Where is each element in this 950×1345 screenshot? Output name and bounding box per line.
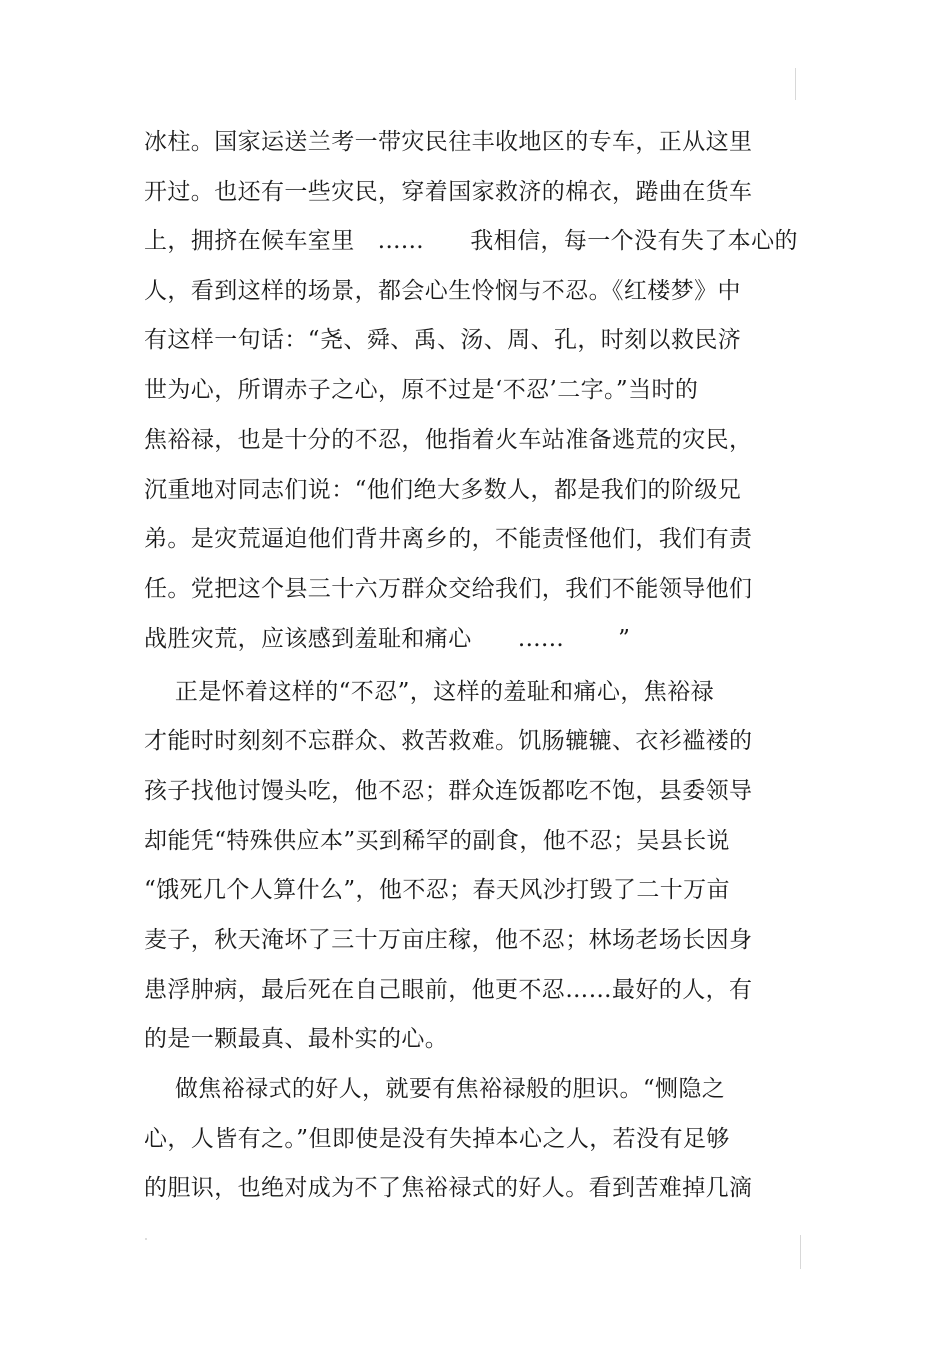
text-line: 战胜灾荒，应该感到羞耻和痛心 ...... ” (144, 626, 631, 652)
text-line: 人，看到这样的场景，都会心生怜悯与不忍。《红楼梦》中 (144, 278, 741, 304)
text-line: 有这样一句话：“尧、舜、禹、汤、周、孔，时刻以救民济 (144, 327, 742, 353)
text-line: 任。党把这个县三十六万群众交给我们，我们不能领导他们 (144, 576, 753, 602)
paragraph-first-line: 正是怀着这样的“不忍”，这样的羞耻和痛心，焦裕禄 (144, 679, 714, 705)
text-line: 的胆识，也绝对成为不了焦裕禄式的好人。看到苦难掉几滴 (144, 1175, 753, 1201)
text-line: 沉重地对同志们说：“他们绝大多数人，都是我们的阶级兄 (144, 477, 742, 503)
text-line: 焦裕禄，也是十分的不忍，他指着火车站准备逃荒的灾民， (144, 427, 753, 453)
text-line: 却能凭“特殊供应本”买到稀罕的副食，他不忍；吴县长说 (144, 828, 730, 854)
text-line: 患浮肿病，最后死在自己眼前，他更不忍……最好的人，有 (144, 977, 753, 1003)
text-line: 麦子，秋天淹坏了三十万亩庄稼，他不忍；林场老场长因身 (144, 927, 753, 953)
text-line: 世为心，所谓赤子之心，原不过是‘不忍’二字。”当时的 (144, 377, 699, 403)
text-line: 心，人皆有之。”但即使是没有失掉本心之人，若没有足够 (144, 1126, 730, 1152)
text-line: 弟。是灾荒逼迫他们背井离乡的，不能责怪他们，我们有责 (144, 526, 753, 552)
text-line: 上，拥挤在候车室里 ...... 我相信，每一个没有失了本心的 (144, 228, 798, 254)
text-line: 孩子找他讨馒头吃，他不忍；群众连饭都吃不饱，县委领导 (144, 778, 753, 804)
page-edge-mark (800, 1235, 801, 1269)
text-line: 冰柱。国家运送兰考一带灾民往丰收地区的专车，正从这里 (144, 129, 753, 155)
page-edge-mark (145, 1238, 147, 1240)
text-line: 开过。也还有一些灾民，穿着国家救济的棉衣，踡曲在货车 (144, 179, 753, 205)
text-line: “饿死几个人算什么”，他不忍；春天风沙打毁了二十万亩 (144, 877, 730, 903)
paragraph-first-line: 做焦裕禄式的好人，就要有焦裕禄般的胆识。“恻隐之 (144, 1076, 726, 1102)
page-edge-mark (795, 68, 796, 100)
text-line: 才能时时刻刻不忘群众、救苦救难。饥肠辘辘、衣衫褴褛的 (144, 728, 753, 754)
text-line: 的是一颗最真、最朴实的心。 (144, 1026, 449, 1052)
